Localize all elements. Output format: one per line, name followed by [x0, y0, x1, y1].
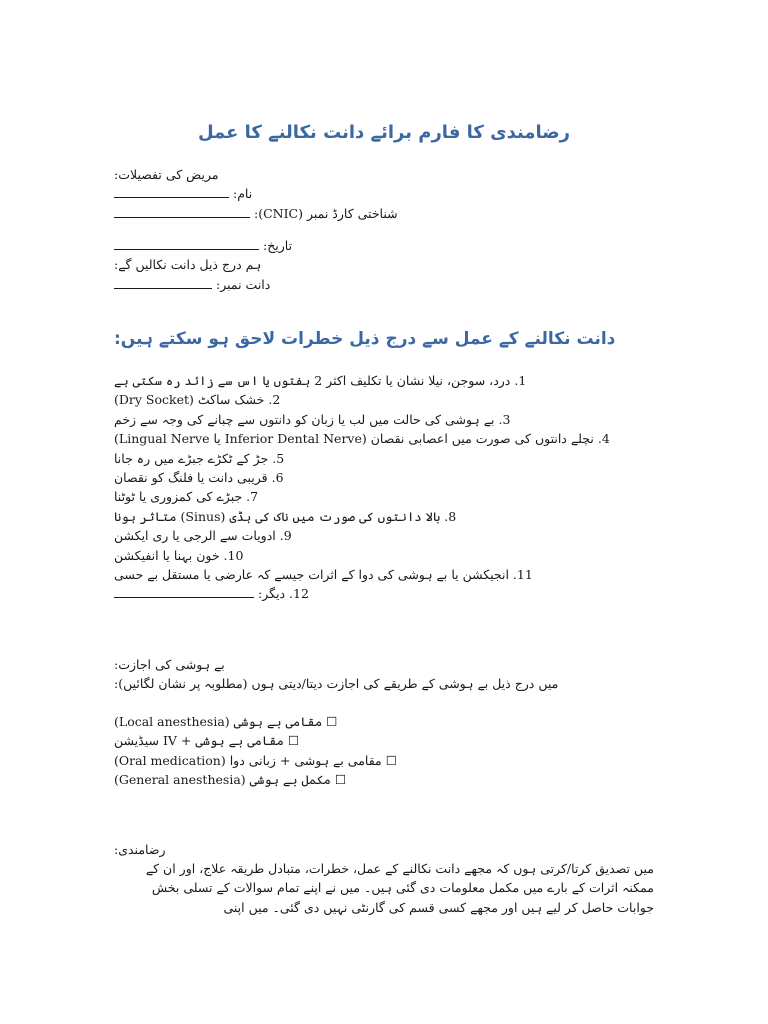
- checkbox[interactable]: ☐: [385, 752, 397, 768]
- anesthesia-option-label: مقامی بے ہوشی (Local anesthesia): [114, 714, 323, 729]
- other-risk-label: 12. دیگر:: [257, 586, 309, 602]
- risk-item: 6. قریبی دانت یا فلنگ کو نقصان: [114, 469, 284, 485]
- risk-item: 3. بے ہوشی کی حالت میں لب یا زبان کو دانتوں سے چبانے کی وجہ سے زخم: [114, 411, 511, 427]
- risk-item: 4. نچلے دانتوں کی صورت میں اعصابی نقصان (Inferior Dental Nerve یا Lingual Nerve): [114, 431, 610, 447]
- cnic-label: شناختی کارڈ نمبر (CNIC):: [253, 205, 398, 221]
- cnic-field-row: [114, 204, 674, 223]
- checkbox[interactable]: ☐: [334, 772, 347, 788]
- risk-item: 1. درد، سوجن، نیلا نشان یا تکلیف اکثر 2 ہفتوں یا اس سے زائد رہ سکتی ہے: [114, 373, 527, 388]
- patient-details-heading: مریض کی تفصیلات:: [114, 167, 219, 182]
- risks-heading: دانت نکالنے کے عمل سے درج ذیل خطرات لاحق ہو سکتے ہیں:: [114, 329, 616, 349]
- anesthesia-heading: بے ہوشی کی اجازت:: [114, 657, 225, 672]
- anesthesia-option-label: مقامی بے ہوشی + IV سیڈیشن: [114, 733, 284, 749]
- anesthesia-option-local[interactable]: [114, 712, 674, 731]
- other-risk-row: [114, 584, 674, 603]
- risk-item: 5. جڑ کے ٹکڑے جبڑے میں رہ جانا: [114, 450, 285, 466]
- date-field[interactable]: [114, 237, 259, 250]
- risks-list: [114, 371, 674, 604]
- anesthesia-option-oral[interactable]: [114, 751, 674, 770]
- risk-item: 7. جبڑے کی کمزوری یا ٹوٹنا: [114, 489, 259, 505]
- patient-details: [114, 165, 674, 223]
- date-field-row: [114, 236, 674, 255]
- anesthesia-option-iv-sedation[interactable]: [114, 731, 674, 750]
- checkbox[interactable]: ☐: [326, 714, 338, 729]
- other-risk-field[interactable]: [114, 585, 254, 598]
- risk-item: 11. انجیکشن یا بے ہوشی کی دوا کے اثرات جیسے کہ عارضی یا مستقل بے حسی: [114, 566, 533, 582]
- consent-body: [114, 859, 654, 917]
- tooth-number-field[interactable]: [114, 276, 212, 289]
- risk-item: 8. بالا دانتوں کی صورت میں ناک کی ہڈی (Sinus) متاثر ہونا: [114, 508, 457, 524]
- risk-item: 10. خون بہنا یا انفیکشن: [114, 547, 244, 563]
- consent-paragraph: میں تصدیق کرتا/کرتی ہوں کہ مجھے دانت نکالنے کے عمل، خطرات، متبادل طریقہ علاج، اور ان کے ممکنہ اثرات کے بارے میں مکمل معلومات دی گئی ہیں۔ میں نے اپنے تمام سوالات کے تسلی بخش جوابات حاصل کر لیے ہیں اور مجھے کسی قسم کی گارنٹی نہیں دی گئی۔ میں اپنی: [145, 861, 654, 915]
- tooth-number-label: دانت نمبر:: [215, 276, 271, 292]
- anesthesia-intro: میں درج ذیل بے ہوشی کے طریقے کی اجازت دیتا/دیتی ہوں (مطلوبہ پر نشان لگائیں):: [114, 676, 559, 692]
- risk-item: 9. ادویات سے الرجی یا ری ایکشن: [114, 528, 292, 544]
- teeth-intro: ہم درج ذیل دانت نکالیں گے:: [114, 257, 262, 273]
- consent-heading: رضامندی:: [114, 842, 166, 857]
- tooth-number-row: [114, 275, 674, 294]
- anesthesia-option-label: مقامی بے ہوشی + زبانی دوا (Oral medication): [114, 752, 382, 768]
- date-label: تاریخ:: [262, 238, 293, 253]
- name-label: نام:: [232, 186, 253, 202]
- risk-item: 2. خشک ساکٹ (Dry Socket): [114, 392, 281, 408]
- name-field-row: [114, 184, 674, 203]
- anesthesia-options: [114, 712, 674, 790]
- consent-section: [114, 840, 674, 859]
- anesthesia-option-label: مکمل بے ہوشی (General anesthesia): [114, 772, 331, 788]
- anesthesia-option-general[interactable]: [114, 770, 674, 789]
- cnic-field[interactable]: [114, 205, 250, 218]
- checkbox[interactable]: ☐: [287, 733, 300, 749]
- procedure-details: [114, 236, 674, 294]
- name-field[interactable]: [114, 185, 229, 198]
- document-title: رضامندی کا فارم برائے دانت نکالنے کا عمل: [197, 122, 571, 143]
- anesthesia-section: [114, 655, 674, 694]
